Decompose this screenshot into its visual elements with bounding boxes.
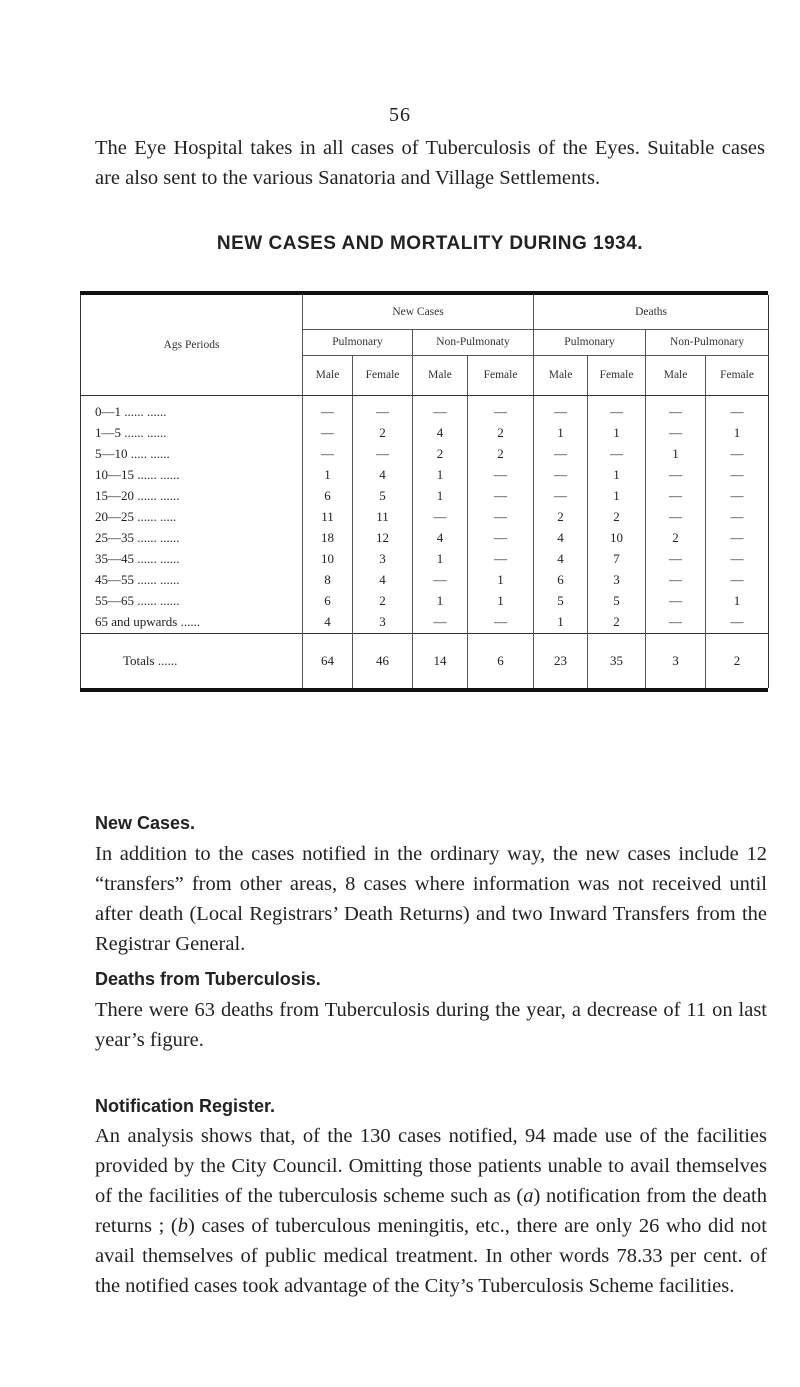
count-cell: — <box>468 465 534 486</box>
table-row <box>81 528 769 549</box>
age-period-cell: 5—10 ..... ...... <box>95 446 170 461</box>
count-cell: — <box>303 444 353 465</box>
total-cell: 2 <box>706 633 769 688</box>
deaths-heading: Deaths from Tuberculosis. <box>95 969 321 989</box>
count-cell: 2 <box>534 507 588 528</box>
count-cell: 12 <box>353 528 413 549</box>
age-period-cell: 15—20 ...... ...... <box>95 488 180 503</box>
new-cases-paragraph: In addition to the cases notified in the ordinary way, the new cases include 12 “transfers” from other areas, 8 cases where information was not received until after death (Local Registrars’ Death Returns) and two Inward Transfers from the Registrar General. <box>95 843 767 955</box>
age-period-cell: 65 and upwards ...... <box>95 614 201 629</box>
table-row <box>81 612 769 634</box>
count-cell: 1 <box>706 591 769 612</box>
count-cell: 5 <box>534 591 588 612</box>
table-row <box>81 395 769 423</box>
count-cell: — <box>646 486 706 507</box>
count-cell: — <box>706 507 769 528</box>
count-cell: — <box>468 507 534 528</box>
count-cell: 1 <box>534 423 588 444</box>
count-cell: — <box>706 549 769 570</box>
total-cell: 23 <box>534 633 588 688</box>
table-row <box>81 591 769 612</box>
count-cell: 1 <box>413 486 468 507</box>
count-cell: 2 <box>468 444 534 465</box>
count-cell: 18 <box>303 528 353 549</box>
count-cell: — <box>468 549 534 570</box>
count-cell: — <box>646 549 706 570</box>
count-cell: 4 <box>353 465 413 486</box>
count-cell: 1 <box>468 570 534 591</box>
count-cell: 1 <box>588 465 646 486</box>
total-cell: 3 <box>646 633 706 688</box>
notification-text-3: ) cases of tuberculous meningitis, etc., there are only 26 who did not avail themselves of public medical treatment. In other words 78.33 per cent. of the notified cases took advantage of the City’s Tuberculosis Scheme facilities. <box>95 1215 767 1297</box>
total-cell: 46 <box>353 633 413 688</box>
new-cases-header: New Cases <box>303 295 534 329</box>
count-cell: 2 <box>413 444 468 465</box>
total-cell: 6 <box>468 633 534 688</box>
count-cell: — <box>413 570 468 591</box>
count-cell: 1 <box>588 486 646 507</box>
age-period-cell: 35—45 ...... ...... <box>95 551 180 566</box>
mortality-table <box>80 295 769 688</box>
count-cell: 2 <box>646 528 706 549</box>
count-cell: 1 <box>706 423 769 444</box>
count-cell: 4 <box>303 612 353 634</box>
notification-paragraph <box>95 1121 767 1301</box>
count-cell: — <box>353 444 413 465</box>
totals-label: Totals ...... <box>81 633 303 688</box>
pulmonary-header: Pulmonary <box>303 329 413 355</box>
count-cell: — <box>706 444 769 465</box>
notification-mark-a: a <box>523 1185 534 1207</box>
count-cell: — <box>303 395 353 423</box>
count-cell: 10 <box>588 528 646 549</box>
sex-header: Male <box>303 355 353 395</box>
totals-row <box>81 633 769 688</box>
count-cell: — <box>413 612 468 634</box>
count-cell: — <box>588 444 646 465</box>
sex-header: Female <box>706 355 769 395</box>
table-body <box>81 395 769 688</box>
count-cell: 2 <box>588 612 646 634</box>
deaths-paragraph: There were 63 deaths from Tuberculosis during the year, a decrease of 11 on last year’s figure. <box>95 999 767 1051</box>
count-cell: — <box>468 528 534 549</box>
count-cell: — <box>706 612 769 634</box>
count-cell: — <box>646 612 706 634</box>
sex-header: Male <box>413 355 468 395</box>
non-pulmonary-header: Non-Pulmonaty <box>413 329 534 355</box>
deaths-non-pulmonary-header: Non-Pulmonary <box>646 329 769 355</box>
table-title: NEW CASES AND MORTALITY DURING 1934. <box>216 233 644 254</box>
count-cell: 6 <box>534 570 588 591</box>
count-cell: — <box>534 486 588 507</box>
count-cell: — <box>413 507 468 528</box>
count-cell: 2 <box>353 591 413 612</box>
notification-text-1: An analysis shows that, of the 130 cases notified, 94 made use of the facilities provided by the City Council. Omitting those patients unable to avail themselves of the facilities of the tuberculosis scheme such as ( <box>95 1125 767 1207</box>
count-cell: 11 <box>303 507 353 528</box>
count-cell: — <box>353 395 413 423</box>
notification-text-2: ) notification from the death returns ; ( <box>95 1185 767 1237</box>
count-cell: 10 <box>303 549 353 570</box>
count-cell: 3 <box>353 549 413 570</box>
deaths-pulmonary-header: Pulmonary <box>534 329 646 355</box>
count-cell: — <box>534 465 588 486</box>
count-cell: — <box>646 423 706 444</box>
sex-header: Male <box>646 355 706 395</box>
deaths-header: Deaths <box>534 295 769 329</box>
count-cell: — <box>706 465 769 486</box>
table-row <box>81 423 769 444</box>
total-cell: 64 <box>303 633 353 688</box>
count-cell: 3 <box>353 612 413 634</box>
count-cell: 1 <box>646 444 706 465</box>
sex-header: Female <box>468 355 534 395</box>
count-cell: — <box>646 591 706 612</box>
count-cell: — <box>413 395 468 423</box>
table-row <box>81 549 769 570</box>
sex-header: Female <box>588 355 646 395</box>
age-period-cell: 45—55 ...... ...... <box>95 572 180 587</box>
age-period-cell: 25—35 ...... ...... <box>95 530 180 545</box>
count-cell: 4 <box>534 549 588 570</box>
count-cell: 11 <box>353 507 413 528</box>
count-cell: — <box>646 395 706 423</box>
table-row <box>81 570 769 591</box>
total-cell: 35 <box>588 633 646 688</box>
count-cell: 1 <box>468 591 534 612</box>
new-cases-heading: New Cases. <box>95 813 196 833</box>
count-cell: 4 <box>353 570 413 591</box>
count-cell: — <box>303 423 353 444</box>
age-period-cell: 10—15 ...... ...... <box>95 467 180 482</box>
age-period-cell: 1—5 ...... ...... <box>95 425 167 440</box>
age-period-cell: 20—25 ...... ..... <box>95 509 177 524</box>
count-cell: — <box>468 486 534 507</box>
count-cell: — <box>646 570 706 591</box>
count-cell: 1 <box>588 423 646 444</box>
sex-header: Male <box>534 355 588 395</box>
sex-header: Female <box>353 355 413 395</box>
table-row <box>81 444 769 465</box>
page-number: 56 <box>389 104 411 126</box>
count-cell: 1 <box>534 612 588 634</box>
table-row <box>81 486 769 507</box>
count-cell: — <box>468 395 534 423</box>
count-cell: 1 <box>413 549 468 570</box>
count-cell: — <box>534 444 588 465</box>
total-cell: 14 <box>413 633 468 688</box>
count-cell: 6 <box>303 486 353 507</box>
count-cell: 2 <box>468 423 534 444</box>
notification-mark-b: b <box>177 1215 188 1237</box>
count-cell: 8 <box>303 570 353 591</box>
count-cell: — <box>646 465 706 486</box>
mortality-table-frame <box>80 291 768 692</box>
table-row <box>81 465 769 486</box>
count-cell: 1 <box>413 465 468 486</box>
count-cell: 5 <box>353 486 413 507</box>
count-cell: — <box>706 528 769 549</box>
count-cell: 4 <box>534 528 588 549</box>
age-period-cell: 55—65 ...... ...... <box>95 593 180 608</box>
table-row <box>81 507 769 528</box>
count-cell: 1 <box>303 465 353 486</box>
count-cell: — <box>706 395 769 423</box>
count-cell: 4 <box>413 528 468 549</box>
count-cell: — <box>646 507 706 528</box>
count-cell: 7 <box>588 549 646 570</box>
notification-heading: Notification Register. <box>95 1096 276 1116</box>
count-cell: 6 <box>303 591 353 612</box>
age-period-cell: 0—1 ...... ...... <box>95 404 167 419</box>
count-cell: 2 <box>588 507 646 528</box>
count-cell: 3 <box>588 570 646 591</box>
count-cell: — <box>468 612 534 634</box>
count-cell: — <box>534 395 588 423</box>
count-cell: 5 <box>588 591 646 612</box>
count-cell: — <box>706 570 769 591</box>
count-cell: 1 <box>413 591 468 612</box>
intro-paragraph: The Eye Hospital takes in all cases of Tuberculosis of the Eyes. Suitable cases are also sent to the various Sanatoria and Village Settlements. <box>95 137 765 189</box>
count-cell: 4 <box>413 423 468 444</box>
count-cell: — <box>706 486 769 507</box>
age-periods-header: Ags Periods <box>81 295 303 395</box>
count-cell: 2 <box>353 423 413 444</box>
count-cell: — <box>588 395 646 423</box>
